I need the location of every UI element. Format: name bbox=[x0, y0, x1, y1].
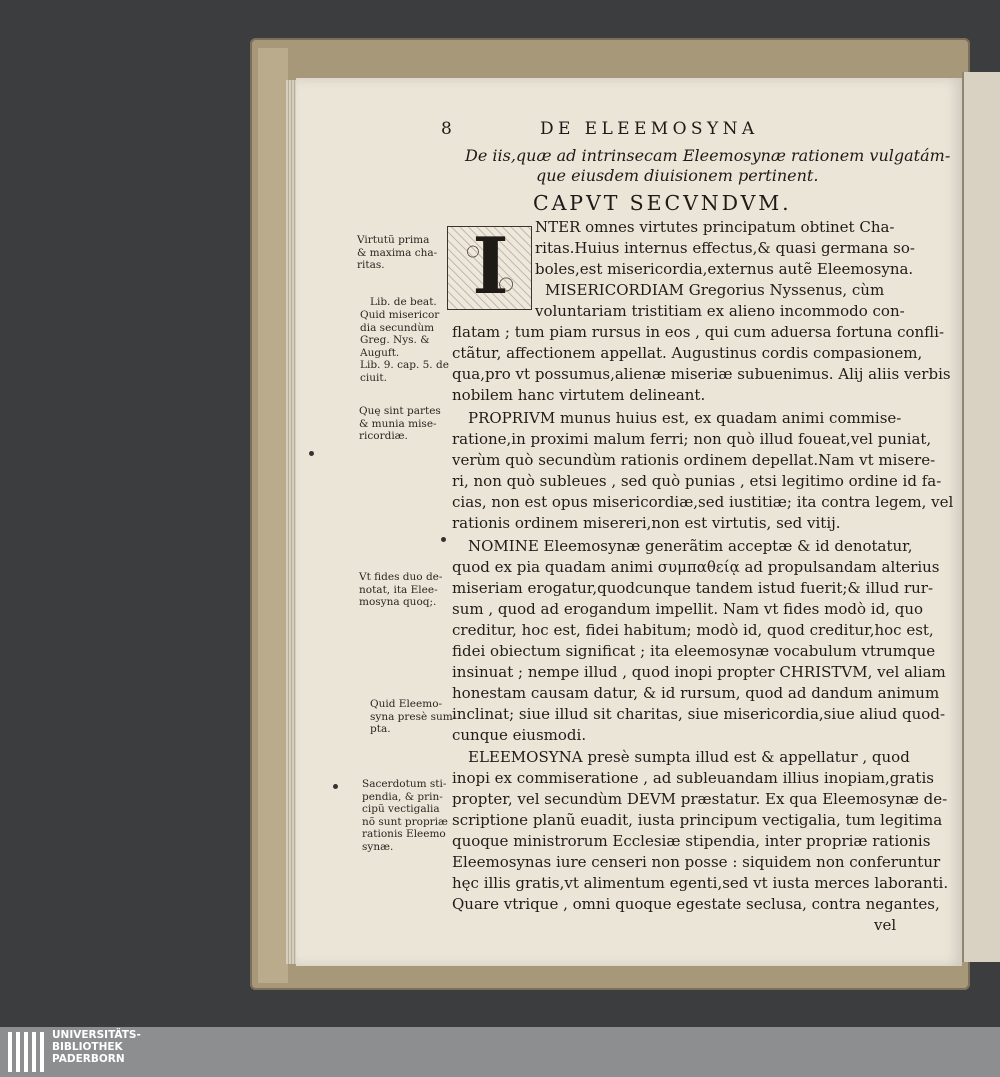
text-line: cias, non est opus misericordiæ,sed iustitiæ; ita contra legem, vel bbox=[452, 493, 954, 511]
text-line: Quare vtrique , omni quoque egestate seclusa, contra negantes, bbox=[452, 895, 940, 913]
text-line: propter, vel secundùm DEVM præstatur. Ex qua Eleemosynæ de- bbox=[452, 790, 948, 808]
text-line: ratione,in proximi malum ferri; non quò illud foueat,vel puniat, bbox=[452, 430, 932, 448]
text-line: ELEEMOSYNA presè sumpta illud est & appellatur , quod bbox=[468, 748, 910, 766]
chapter-title: CAPVT SECVNDVM. bbox=[533, 191, 792, 215]
text-line: Eleemosynas iure censeri non posse : siquidem non conferuntur bbox=[452, 853, 941, 871]
text-line: quoque ministrorum Ecclesiæ stipendia, inter propriæ rationis bbox=[452, 832, 931, 850]
margin-note: Quid Eleemo- syna presè sum- pta. bbox=[370, 698, 457, 735]
text-line: inopi ex commiseratione , ad subleuandam illius inopiam,gratis bbox=[452, 769, 934, 787]
text-line: flatam ; tum piam rursus in eos , qui cum aduersa fortuna confli- bbox=[452, 323, 945, 341]
ink-dot bbox=[441, 537, 446, 542]
text-line: inclinat; siue illud sit charitas, siue misericordia,siue aliud quod- bbox=[452, 705, 946, 723]
text-line: NTER omnes virtutes principatum obtinet Cha- bbox=[535, 218, 895, 236]
library-name-line-1: UNIVERSITÄTS- bbox=[52, 1029, 141, 1041]
running-head: DE ELEEMOSYNA bbox=[540, 119, 759, 139]
text-line: miseriam erogatur,quodcunque tandem istud fuerit;& illud rur- bbox=[452, 579, 934, 597]
section-subtitle-line-2: que eiusdem diuisionem pertinent. bbox=[536, 166, 819, 185]
text-line: PROPRIVM munus huius est, ex quadam animi commise- bbox=[468, 409, 902, 427]
text-line: boles,est misericordia,externus autẽ Eleemosyna. bbox=[535, 260, 914, 278]
text-line: rationis ordinem misereri,non est virtutis, sed vitij. bbox=[452, 514, 841, 532]
text-line: scriptione planũ euadit, iusta principum vectigalia, tum legitima bbox=[452, 811, 943, 829]
text-line: voluntariam tristitiam ex alieno incommodo con- bbox=[535, 302, 905, 320]
initial-letter: I bbox=[472, 221, 509, 312]
margin-note: Virtutũ prima & maxima cha- ritas. bbox=[357, 234, 438, 271]
ink-dot bbox=[309, 451, 314, 456]
text-line: creditur, hoc est, fidei habitum; modò id, quod creditur,hoc est, bbox=[452, 621, 934, 639]
library-name bbox=[52, 1029, 141, 1065]
text-line: MISERICORDIAM Gregorius Nyssenus, cùm bbox=[545, 281, 885, 299]
text-line: NOMINE Eleemosynæ generãtim acceptæ & id denotatur, bbox=[468, 537, 913, 555]
text-line: insinuat ; nempe illud , quod inopi propter CHRISTVM, vel aliam bbox=[452, 663, 946, 681]
text-line: sum , quod ad erogandum impellit. Nam vt fides modò id, quo bbox=[452, 600, 924, 618]
library-name-line-3: PADERBORN bbox=[52, 1053, 125, 1065]
library-name-line-2: BIBLIOTHEK bbox=[52, 1041, 123, 1053]
text-line: quod ex pia quadam animi συμπαθείᾳ ad propulsandam alterius bbox=[452, 558, 940, 576]
text-line: honestam causam datur, & id rursum, quod ad dandum animum bbox=[452, 684, 940, 702]
margin-note: Lib. de beat. bbox=[370, 296, 437, 308]
catchword: vel bbox=[874, 916, 897, 934]
margin-note: Quę sint partes & munia mise- ricordiæ. bbox=[359, 405, 441, 442]
decorated-initial bbox=[447, 221, 532, 312]
facing-page-edge bbox=[962, 72, 1000, 962]
text-line: verùm quò secundùm rationis ordinem depellat.Nam vt misere- bbox=[452, 451, 936, 469]
text-line: hęc illis gratis,vt alimentum egenti,sed vt iusta merces laboranti. bbox=[452, 874, 949, 892]
text-line: nobilem hanc virtutem delineant. bbox=[452, 386, 706, 404]
section-subtitle-line-1: De iis,quæ ad intrinsecam Eleemosynæ rationem vulgatám- bbox=[465, 146, 951, 165]
margin-note: Vt fides duo de- notat, ita Elee- mosyna quoq;. bbox=[359, 571, 443, 608]
text-line: ritas.Huius internus effectus,& quasi germana so- bbox=[535, 239, 915, 257]
page-stack-edge bbox=[286, 80, 296, 964]
text-line: cunque eiusmodi. bbox=[452, 726, 587, 744]
library-logo-icon bbox=[8, 1032, 44, 1072]
cover-spine-edge bbox=[258, 48, 288, 983]
margin-note: Quid misericor dia secundùm Greg. Nys. & Auguft. Lib. 9. cap. 5. de ciuit. bbox=[360, 309, 449, 384]
ink-dot bbox=[333, 784, 338, 789]
text-line: qua,pro vt possumus,alienæ miseriæ subuenimus. Alij aliis verbis bbox=[452, 365, 951, 383]
text-line: fidei obiectum significat ; ita eleemosynæ vocabulum vtrumque bbox=[452, 642, 936, 660]
text-line: ctãtur, affectionem appellat. Augustinus cordis compasionem, bbox=[452, 344, 923, 362]
page-number: 8 bbox=[441, 119, 452, 139]
text-line: ri, non quò subleues , sed quò punias , etsi legitimo ordine id fa- bbox=[452, 472, 942, 490]
library-footer-bar bbox=[0, 1027, 1000, 1077]
margin-note: Sacerdotum sti- pendia, & prin- cipũ vectigalia nõ sunt propriæ rationis Eleemo synæ. bbox=[362, 778, 448, 853]
